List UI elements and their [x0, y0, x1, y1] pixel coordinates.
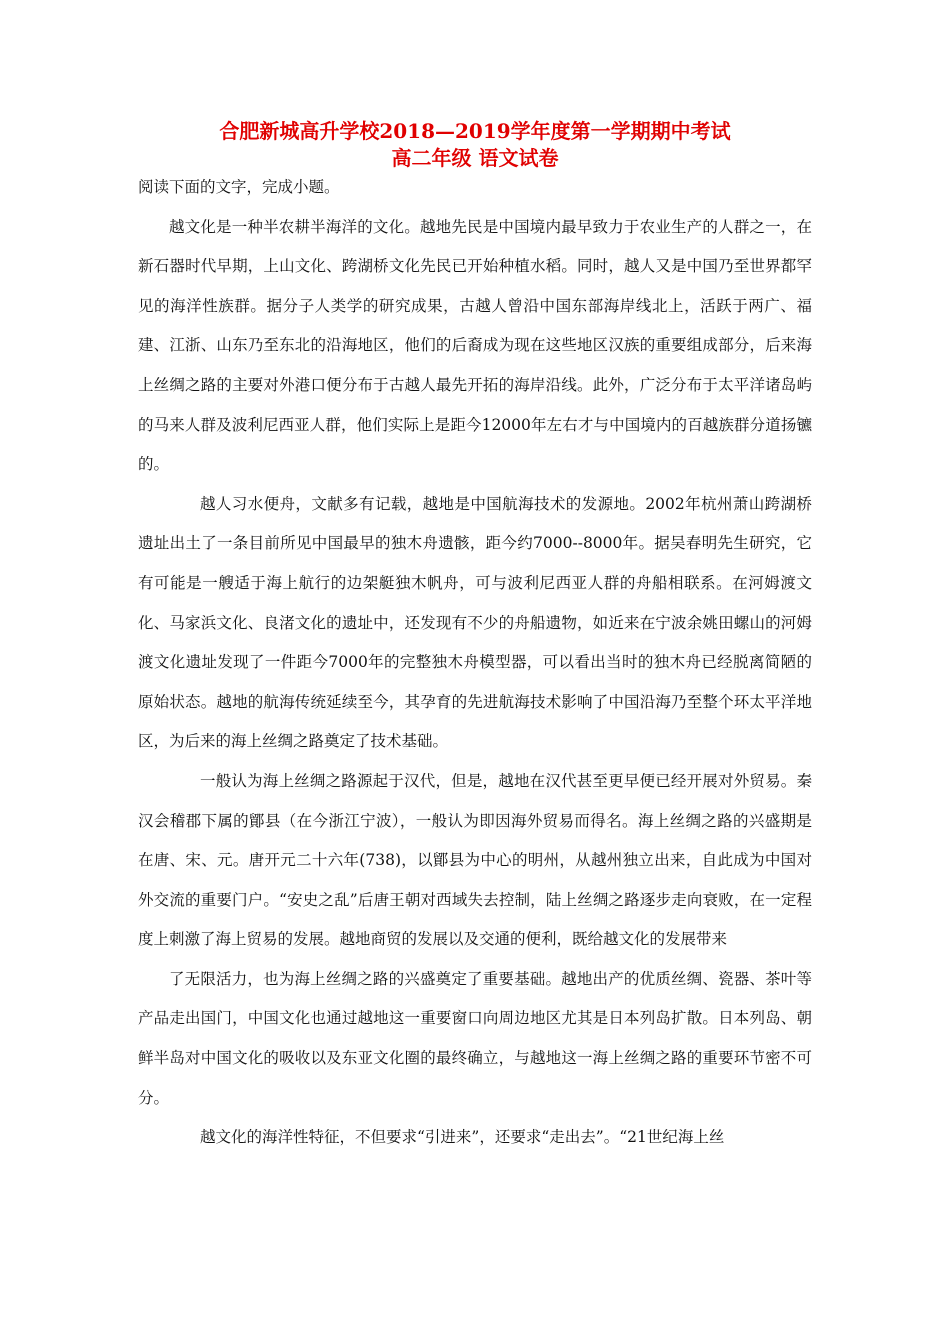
passage-paragraph-4: 了无限活力，也为海上丝绸之路的兴盛奠定了重要基础。越地出产的优质丝绸、瓷器、茶叶等产品走出国门，中国文化也通过越地这一重要窗口向周边地区尤其是日本列岛扩散。日本列岛、朝鲜半岛对中国文化的吸收以及东亚文化圈的最终确立，与越地这一海上丝绸之路的重要环节密不可分。	[138, 969, 812, 1107]
exam-title-line-1: 合肥新城高升学校2018—2019学年度第一学期期中考试	[219, 119, 731, 143]
passage-paragraph-3: 一般认为海上丝绸之路源起于汉代，但是，越地在汉代甚至更早便已经开展对外贸易。秦汉会稽郡下属的鄮县（在今浙江宁波），一般认为即因海外贸易而得名。海上丝绸之路的兴盛期是在唐、宋、元。唐开元二十六年(738)，以鄮县为中心的明州，从越州独立出来，自此成为中国对外交流的重要门户。“安史之乱”后唐王朝对西域失去控制，陆上丝绸之路逐步走向衰败，在一定程度上刺激了海上贸易的发展。越地商贸的发展以及交通的便利，既给越文化的发展带来	[138, 771, 812, 949]
instruction-text: 阅读下面的文字，完成小题。	[138, 178, 340, 196]
passage-paragraph-2: 越人习水便舟，文献多有记载，越地是中国航海技术的发源地。2002年杭州萧山跨湖桥遗址出土了一条目前所见中国最早的独木舟遗骸，距今约7000--8000年。据吴春明先生研究，它有可能是一艘适于海上航行的边架艇独木帆舟，可与波利尼西亚人群的舟船相联系。在河姆渡文化、马家浜文化、良渚文化的遗址中，还发现有不少的舟船遗物，如近来在宁波余姚田螺山的河姆渡文化遗址发现了一件距今7000年的完整独木舟模型器，可以看出当时的独木舟已经脱离简陋的原始状态。越地的航海传统延续至今，其孕育的先进航海技术影响了中国沿海乃至整个环太平洋地区，为后来的海上丝绸之路奠定了技术基础。	[138, 494, 812, 751]
passage-paragraph-1: 越文化是一种半农耕半海洋的文化。越地先民是中国境内最早致力于农业生产的人群之一，在新石器时代早期，上山文化、跨湖桥文化先民已开始种植水稻。同时，越人又是中国乃至世界都罕见的海洋性族群。据分子人类学的研究成果，古越人曾沿中国东部海岸线北上，活跃于两广、福建、江浙、山东乃至东北的沿海地区，他们的后裔成为现在这些地区汉族的重要组成部分，后来海上丝绸之路的主要对外港口便分布于古越人最先开拓的海岸沿线。此外，广泛分布于太平洋诸岛屿的马来人群及波利尼西亚人群，他们实际上是距今12000年左右才与中国境内的百越族群分道扬镳的。	[138, 217, 812, 474]
exam-title-line-2: 高二年级 语文试卷	[391, 146, 559, 170]
passage-paragraph-5: 越文化的海洋性特征，不但要求“引进来”，还要求“走出去”。“21世纪海上丝	[200, 1128, 725, 1147]
reading-passage	[138, 172, 812, 1158]
exam-title	[0, 118, 950, 172]
